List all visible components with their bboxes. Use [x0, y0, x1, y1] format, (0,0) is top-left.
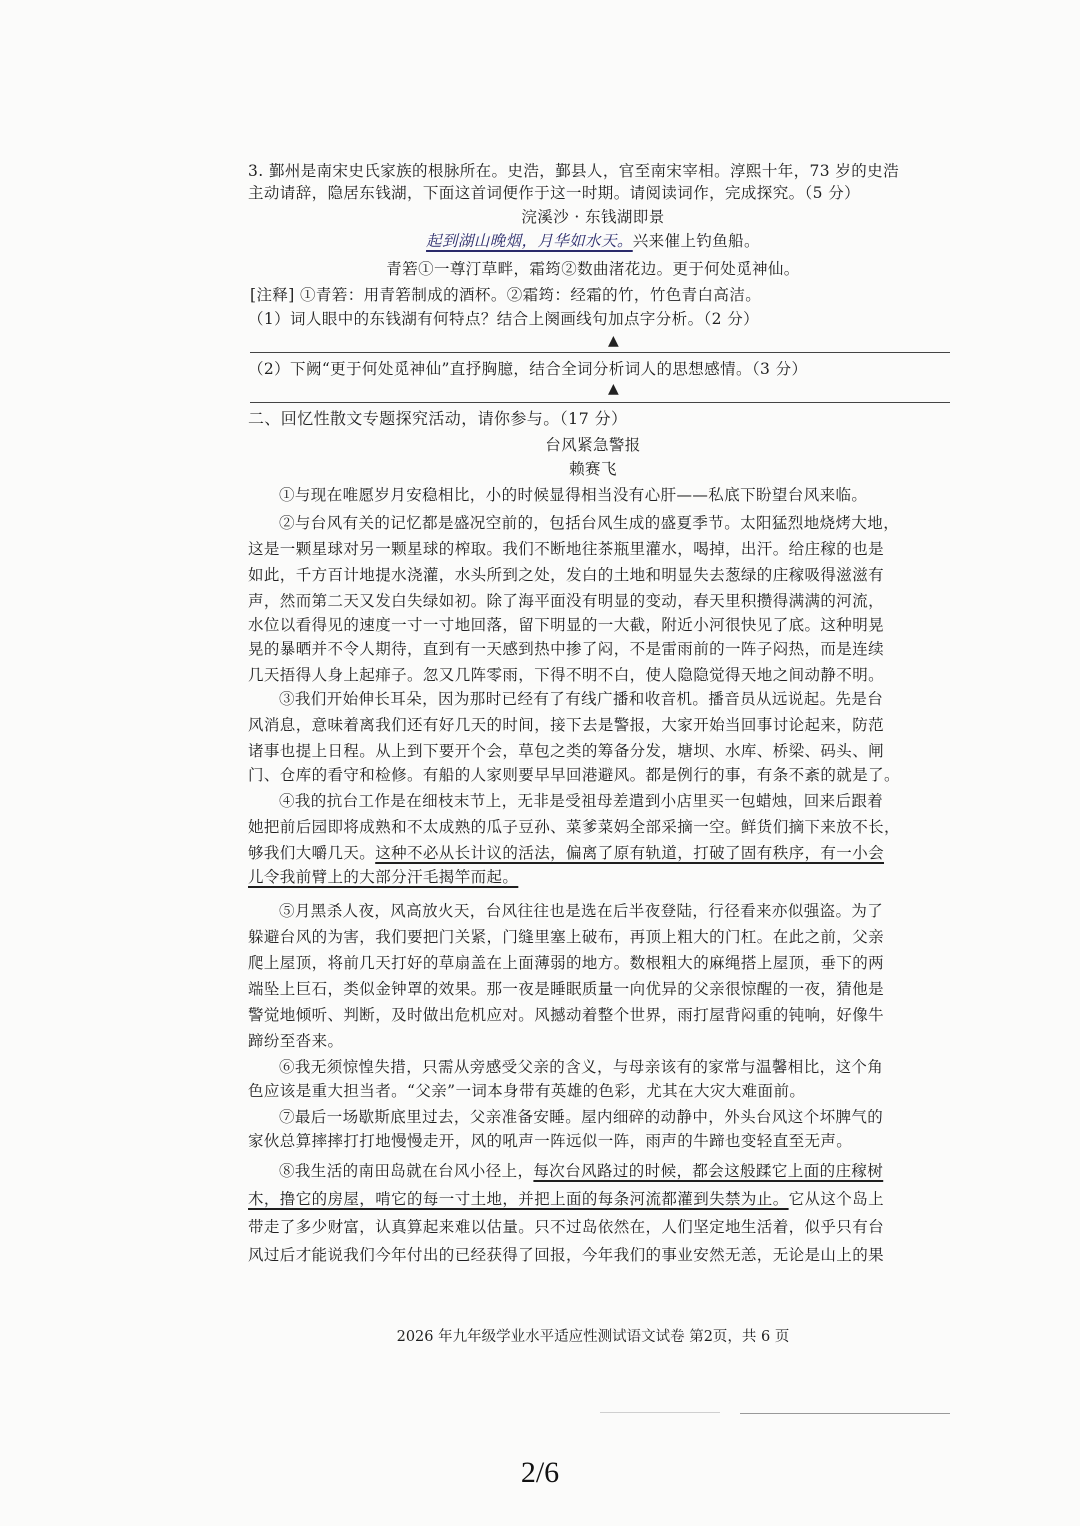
essay-line: 色应该是重大担当者。“父亲”一词本身带有英雄的色彩，尤其在大灾大难面前。: [248, 1082, 806, 1100]
essay-line-with-underline: [248, 866, 938, 888]
essay-line: ⑤月黑杀人夜，风高放火天，台风往往也是选在后半夜登陆，行径看来亦似强盗。为了: [279, 902, 884, 920]
essay-line: 蹄纷至沓来。: [248, 1032, 344, 1050]
underlined-sentence-a-part1: 这种不必从长计议的活法，偏离了原有轨道，打破了固有秩序，有一小会: [375, 844, 885, 862]
q3-intro-line1: 3. 鄞州是南宋史氏家族的根脉所在。史浩，鄞县人，官至南宋宰相。淳熙十年，73 岁的史浩: [248, 162, 899, 180]
poem-notes: [注释] ①青箬：用青箬制成的酒杯。②霜筠：经霜的竹，竹色青白高洁。: [250, 286, 762, 304]
underlined-sentence-b-part2: 木，撸它的房屋，啃它的每一寸土地，并把上面的每条河流都灌到失禁为止。: [248, 1190, 789, 1208]
essay-line: ⑥我无须惊惶失措，只需从旁感受父亲的含义，与母亲该有的家常与温馨相比，这个角: [279, 1058, 884, 1076]
essay-line: 带走了多少财富，认真算起来难以估量。只不过岛依然在，人们坚定地生活着，似乎只有台: [248, 1218, 885, 1236]
essay-line: 她把前后园即将成熟和不太成熟的瓜子豆孙、菜爹菜妈全部采摘一空。鲜货们摘下来放不长，: [248, 818, 900, 836]
essay-text: ⑧我生活的南田岛就在台风小径上，: [279, 1162, 534, 1180]
answer-line-2[interactable]: [250, 402, 950, 403]
essay-line: 晃的暴晒并不令人期待，直到有一天感到热中掺了闷，不是雷雨前的一阵子闷热，而是连续: [248, 640, 885, 658]
poem-title: 浣溪沙 · 东钱湖即景: [521, 208, 665, 226]
essay-line-with-underline: [248, 1188, 938, 1210]
section2-heading: 二、回忆性散文专题探究活动，请你参与。（17 分）: [248, 409, 628, 428]
essay-line: ⑦最后一场歇斯底里过去，父亲准备安睡。屋内细碎的动静中，外头台风这个坏脾气的: [279, 1108, 884, 1126]
page-footer: 2026 年九年级学业水平适应性测试语文试卷 第2页，共 6 页: [396, 1328, 790, 1345]
essay-line: 诸事也提上日程。从上到下要开个会，草包之类的筹备分发，塘坝、水库、桥梁、码头、闸: [248, 742, 885, 760]
essay-author: 赖赛飞: [569, 460, 617, 478]
underlined-sentence-b-part1: 每次台风路过的时候，都会这般蹂它上面的庄稼树: [533, 1162, 884, 1180]
essay-line: 爬上屋顶，将前几天打好的草扇盖在上面薄弱的地方。数根粗大的麻绳搭上屋顶，垂下的两: [248, 954, 885, 972]
essay-line: 水位以看得见的速度一寸一寸地回落，留下明显的一大截，附近小河很快见了底。这种明晃: [248, 616, 885, 634]
essay-line: 这是一颗星球对另一颗星球的榨取。我们不断地往茶瓶里灌水，喝掉，出汗。给庄稼的也是: [248, 540, 885, 558]
essay-line: ②与台风有关的记忆都是盛况空前的，包括台风生成的盛夏季节。太阳猛烈地烧烤大地，: [279, 514, 900, 532]
essay-line: 如此，千方百计地提水浇灌，水头所到之处，发白的土地和明显失去葱绿的庄稼吸得滋滋有: [248, 566, 885, 584]
poem-line-1-marked: 起到湖山晚烟，月华如水天。: [426, 232, 633, 250]
answer-mark-1: ▲: [608, 333, 619, 349]
answer-mark-2: ▲: [608, 381, 619, 397]
essay-line: 端坠上巨石，类似金钟罩的效果。那一夜是睡眠质量一向优异的父亲很惊醒的一夜，猜他是: [248, 980, 885, 998]
q3-intro-line2: 主动请辞，隐居东钱湖，下面这首词便作于这一时期。请阅读词作，完成探究。（5 分）: [248, 184, 861, 202]
essay-line-with-underline: [248, 1160, 938, 1182]
essay-line: ①与现在唯愿岁月安稳相比，小的时候显得相当没有心肝——私底下盼望台风来临。: [279, 486, 868, 504]
essay-line: 风过后才能说我们今年付出的已经获得了回报，今年我们的事业安然无恙，无论是山上的果: [248, 1246, 885, 1264]
essay-line: 声，然而第二天又发白失绿如初。除了海平面没有明显的变动，春天里积攒得满满的河流，: [248, 592, 885, 610]
answer-line-1[interactable]: [250, 352, 950, 353]
underlined-sentence-a-part2: 儿令我前臂上的大部分汗毛揭竿而起。: [248, 868, 519, 886]
essay-line: 家伙总算摔摔打打地慢慢走开，风的吼声一阵远似一阵，雨声的牛蹄也变轻直至无声。: [248, 1132, 853, 1150]
essay-line-with-underline: [248, 842, 938, 864]
essay-line: 风消息，意味着离我们还有好几天的时间，接下去是警报，大家开始当回事讨论起来，防范: [248, 716, 885, 734]
essay-line: 几天捂得人身上起痱子。忽又几阵零雨，下得不明不白，使人隐隐觉得天地之间动静不明。: [248, 666, 885, 684]
q3-sub-question-2: （2）下阙“更于何处觅神仙”直抒胸臆，结合全词分析词人的思想感情。（3 分）: [248, 360, 808, 378]
essay-line: ④我的抗台工作是在细枝末节上，无非是受祖母差遣到小店里买一包蜡烛，回来后跟着: [279, 792, 884, 810]
essay-line: 躲避台风的为害，我们要把门关紧，门缝里塞上破布，再顶上粗大的门杠。在此之前，父亲: [248, 928, 885, 946]
essay-text: 够我们大嚼几天。: [248, 844, 376, 862]
essay-text: 它从这个岛上: [788, 1190, 885, 1208]
essay-line: ③我们开始伸长耳朵，因为那时已经有了有线广播和收音机。播音员从远说起。先是台: [279, 690, 884, 708]
poem-line-2: 青箬①一尊汀草畔，霜筠②数曲渚花边。更于何处觅神仙。: [386, 260, 800, 278]
scan-artifact: [600, 1412, 720, 1413]
page-number: 2/6: [520, 1456, 560, 1489]
poem-line-1: [248, 230, 938, 252]
q3-sub-question-1: （1）词人眼中的东钱湖有何特点？结合上阕画线句加点字分析。（2 分）: [248, 310, 760, 328]
scan-artifact: [740, 1413, 950, 1414]
essay-line: 警觉地倾听、判断，及时做出危机应对。风撼动着整个世界，雨打屋背闷重的钝响，好像牛: [248, 1006, 885, 1024]
essay-line: 门、仓库的看守和检修。有船的人家则要早早回港避风。都是例行的事，有条不紊的就是了。: [248, 766, 900, 784]
poem-line-1-rest: 兴来催上钓鱼船。: [632, 232, 760, 250]
essay-title: 台风紧急警报: [545, 436, 641, 454]
